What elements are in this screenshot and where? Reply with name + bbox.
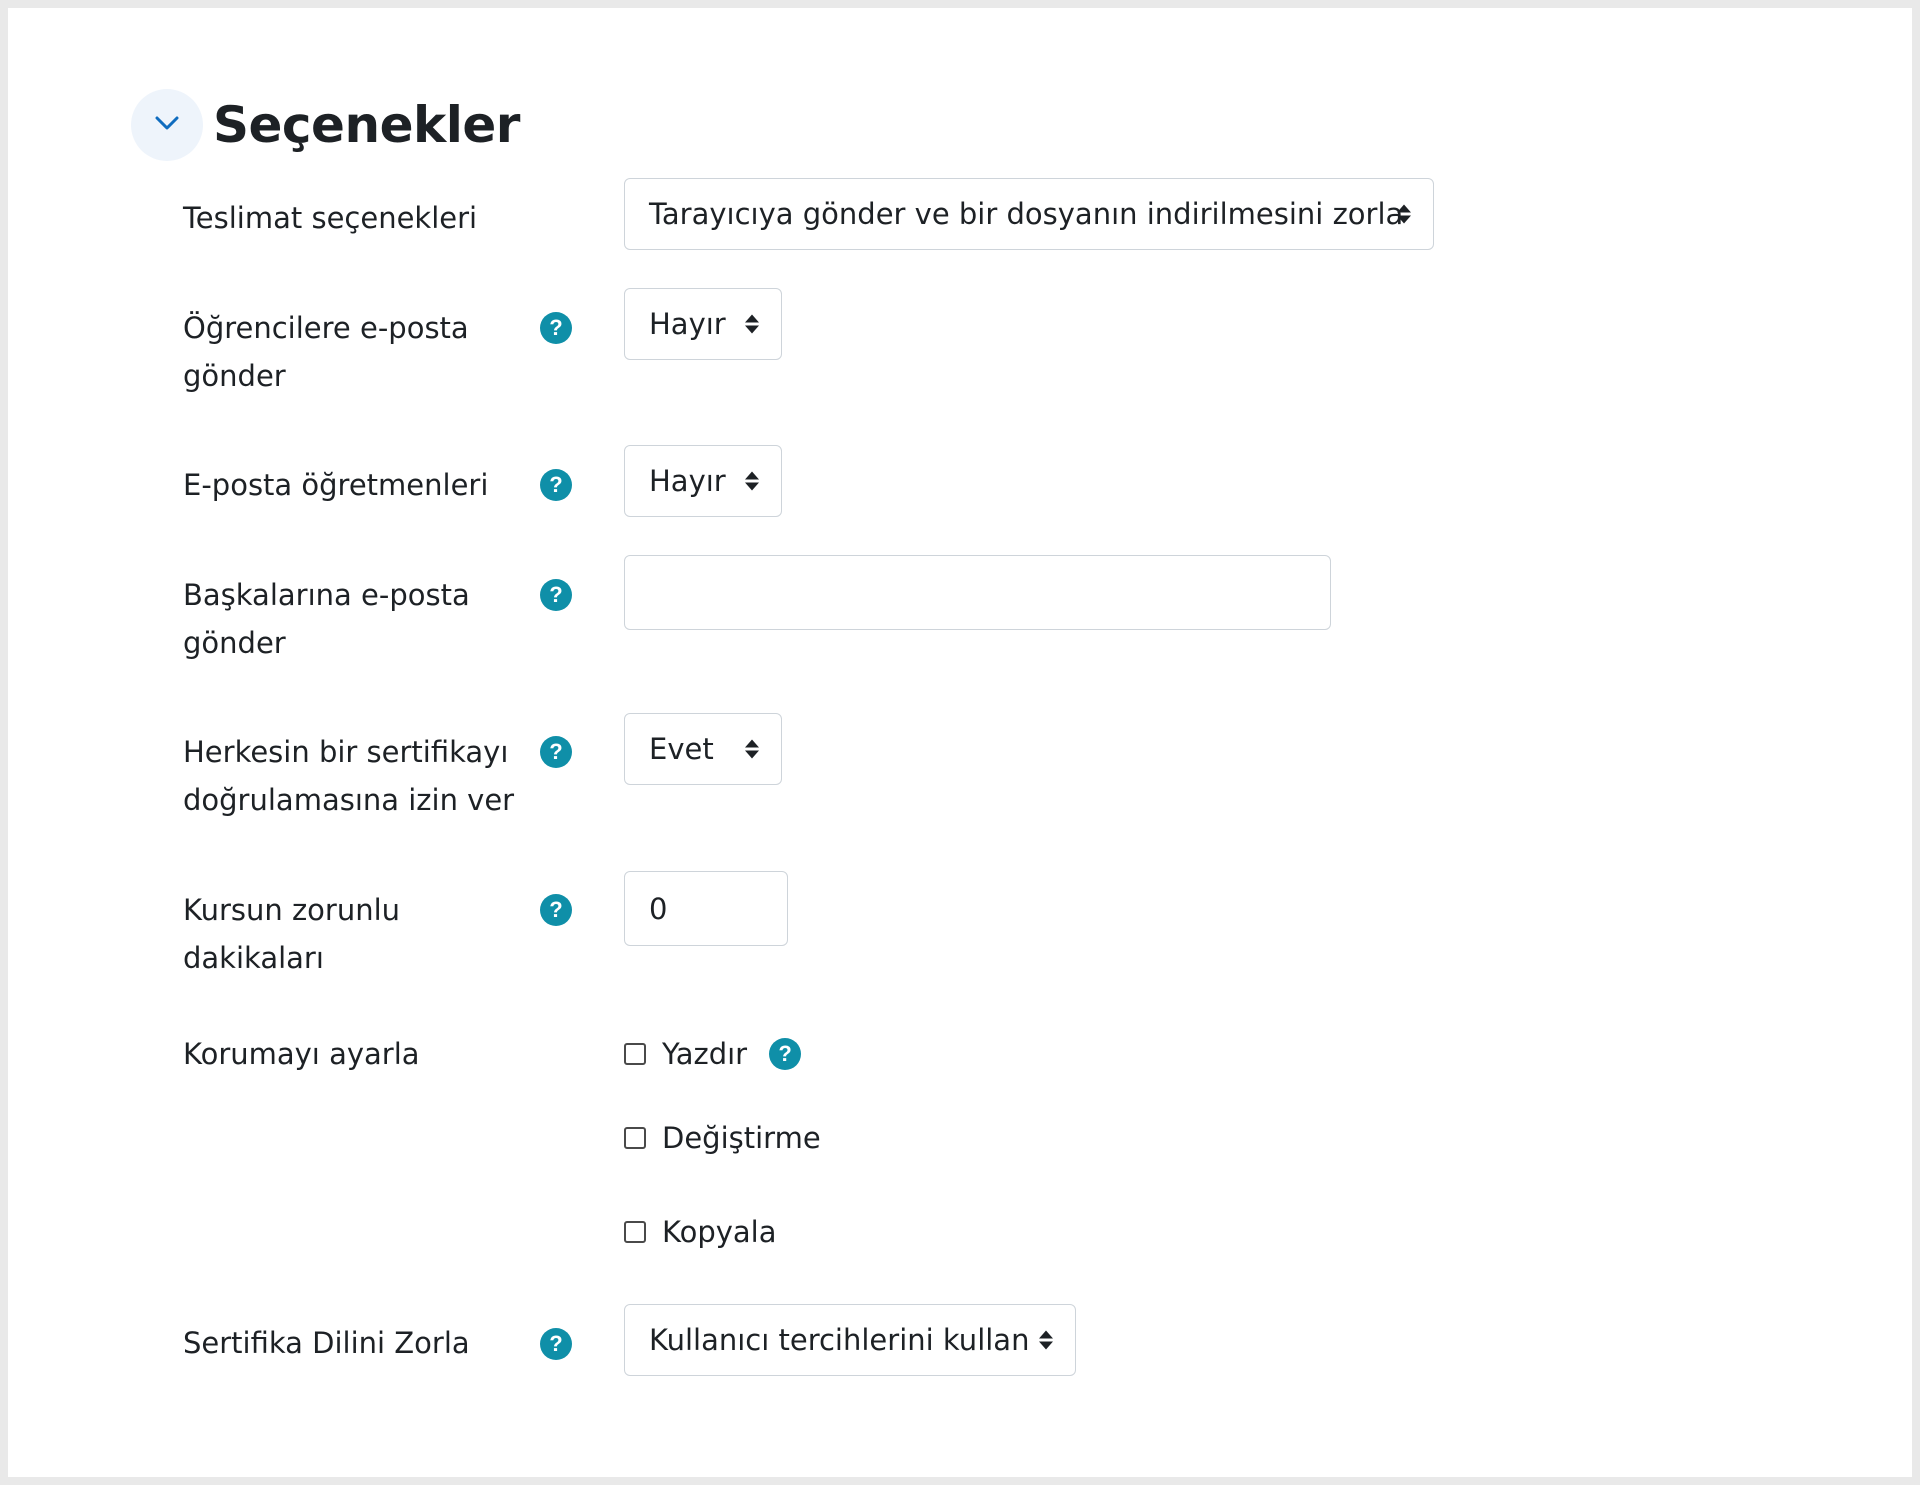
required-minutes-input[interactable] (624, 871, 788, 946)
select-caret-icon (745, 472, 759, 491)
protection-option-copy (624, 1208, 777, 1256)
delivery-select[interactable] (624, 178, 1434, 250)
copy-checkbox[interactable] (624, 1221, 646, 1243)
force-language-select[interactable] (624, 1304, 1076, 1376)
required-minutes-label: Kursun zorunlu dakikaları (183, 893, 401, 975)
delivery-select-value: Tarayıcıya gönder ve bir dosyanın indirilmesini zorla (649, 197, 1404, 231)
select-caret-icon (745, 740, 759, 759)
email-others-input[interactable] (624, 555, 1331, 630)
force-language-label: Sertifika Dilini Zorla (183, 1326, 470, 1360)
modify-checkbox[interactable] (624, 1127, 646, 1149)
help-icon[interactable]: ? (540, 894, 572, 926)
select-caret-icon (1039, 1331, 1053, 1350)
collapse-toggle-button[interactable] (131, 89, 203, 161)
delivery-label: Teslimat seçenekleri (183, 201, 478, 235)
print-checkbox-label: Yazdır (662, 1037, 748, 1071)
verify-any-label: Herkesin bir sertifikayı doğrulamasına izin ver (183, 735, 515, 817)
email-teachers-label: E-posta öğretmenleri (183, 468, 489, 502)
protection-option-print (624, 1030, 801, 1078)
chevron-down-icon (154, 115, 180, 135)
help-icon[interactable]: ? (540, 469, 572, 501)
copy-checkbox-label: Kopyala (662, 1215, 777, 1249)
section-header (131, 89, 520, 161)
email-teachers-select[interactable] (624, 445, 782, 517)
select-caret-icon (1397, 205, 1411, 224)
help-icon[interactable]: ? (540, 1328, 572, 1360)
email-students-label: Öğrencilere e-posta gönder (183, 311, 469, 393)
verify-any-select-value: Evet (649, 732, 714, 766)
help-icon[interactable]: ? (769, 1038, 801, 1070)
modify-checkbox-label: Değiştirme (662, 1121, 821, 1155)
email-teachers-select-value: Hayır (649, 464, 726, 498)
print-checkbox[interactable] (624, 1043, 646, 1065)
help-icon[interactable]: ? (540, 579, 572, 611)
verify-any-select[interactable] (624, 713, 782, 785)
email-others-label: Başkalarına e-posta gönder (183, 578, 470, 660)
email-students-select-value: Hayır (649, 307, 726, 341)
email-students-select[interactable] (624, 288, 782, 360)
protection-option-modify (624, 1114, 821, 1162)
section-title: Seçenekler (213, 96, 520, 154)
force-language-select-value: Kullanıcı tercihlerini kullan (649, 1323, 1030, 1357)
help-icon[interactable]: ? (540, 312, 572, 344)
select-caret-icon (745, 315, 759, 334)
help-icon[interactable]: ? (540, 736, 572, 768)
protection-label: Korumayı ayarla (183, 1037, 420, 1071)
